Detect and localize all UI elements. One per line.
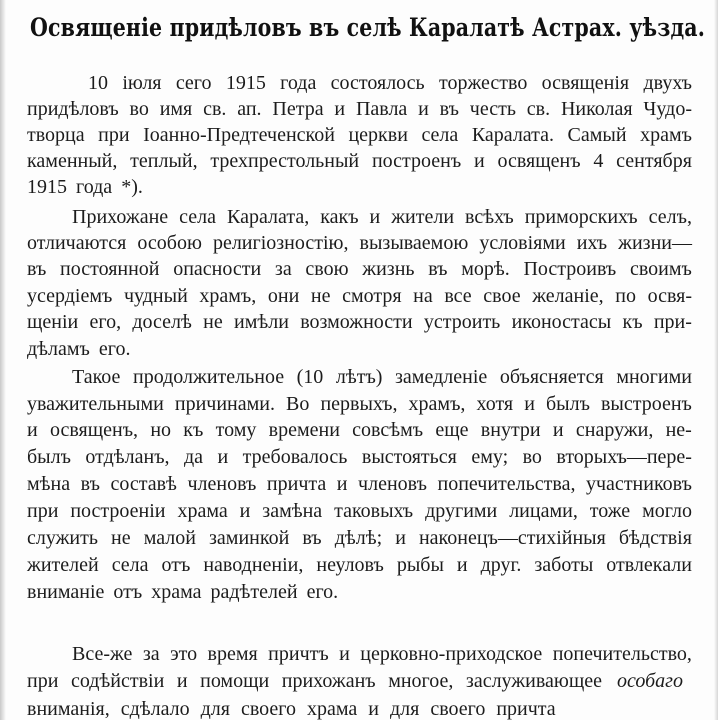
word: Самый bbox=[567, 124, 627, 146]
text-line bbox=[27, 392, 692, 416]
word: наконецъ—стихійныя bbox=[418, 527, 606, 549]
word: въ bbox=[27, 258, 47, 280]
word: имѣли bbox=[234, 311, 289, 333]
word: трехпрестольный bbox=[210, 150, 360, 172]
word: іюля bbox=[122, 72, 162, 94]
word: (10 bbox=[296, 366, 324, 388]
word: могло bbox=[642, 500, 692, 522]
word: года bbox=[76, 176, 113, 198]
word: заминкой bbox=[209, 527, 290, 549]
word: усердіемъ bbox=[27, 285, 113, 307]
text-line bbox=[27, 580, 427, 604]
word: неуловъ bbox=[316, 554, 384, 576]
word: и bbox=[217, 446, 229, 468]
word: теплый, bbox=[130, 150, 198, 172]
word: время bbox=[207, 643, 258, 665]
word: ему; bbox=[471, 446, 509, 468]
word: и bbox=[334, 98, 346, 120]
word: приморскихъ bbox=[524, 206, 638, 228]
word: тому bbox=[215, 419, 257, 441]
word: его. bbox=[306, 581, 339, 603]
word: придѣловъ bbox=[27, 98, 119, 120]
word: отъ bbox=[113, 581, 143, 603]
word: и bbox=[339, 643, 350, 665]
word: радѣтелей bbox=[210, 581, 298, 603]
word: своимъ bbox=[630, 258, 692, 280]
word: причинами. bbox=[174, 393, 275, 415]
word: бѣдствія bbox=[618, 527, 692, 549]
word: св. bbox=[203, 98, 227, 120]
word: содѣйствіи bbox=[70, 670, 165, 692]
word: постоянной bbox=[60, 258, 160, 280]
word: мѣна bbox=[27, 473, 71, 495]
word: жители bbox=[391, 206, 455, 228]
word: многими bbox=[616, 366, 692, 388]
text-line bbox=[72, 205, 692, 229]
word: отличаются bbox=[27, 232, 127, 254]
word: храмъ, bbox=[408, 393, 466, 415]
word: и bbox=[239, 500, 251, 522]
word: помощи bbox=[200, 670, 270, 692]
word: свое bbox=[483, 285, 521, 307]
word: но bbox=[150, 419, 172, 441]
word: и bbox=[418, 98, 429, 120]
word: не bbox=[310, 285, 331, 307]
word: св. bbox=[526, 98, 551, 120]
emphasis-text: особаго bbox=[617, 670, 683, 692]
text-line-segment bbox=[27, 669, 602, 693]
word: не bbox=[203, 311, 223, 333]
word: устроить bbox=[423, 311, 501, 333]
text-line bbox=[27, 445, 692, 469]
word: дѣламъ bbox=[27, 338, 90, 360]
text-line bbox=[27, 553, 692, 577]
word: за bbox=[142, 643, 160, 665]
word: и bbox=[456, 554, 468, 576]
word: при- bbox=[653, 311, 692, 333]
word: наводненіи, bbox=[203, 554, 304, 576]
word: при bbox=[27, 500, 59, 522]
word: замѣна bbox=[262, 500, 323, 522]
word: и bbox=[176, 670, 188, 692]
word: тоже bbox=[589, 500, 631, 522]
word: жизни— bbox=[618, 232, 692, 254]
word: сего bbox=[175, 72, 212, 94]
word: служить bbox=[27, 527, 98, 549]
word: Николая bbox=[560, 98, 633, 120]
word: въ bbox=[428, 258, 448, 280]
word: лицами, bbox=[509, 500, 578, 522]
word: Чудо- bbox=[643, 98, 692, 120]
word: по bbox=[615, 285, 636, 307]
word: другими bbox=[425, 500, 498, 522]
word: смотря bbox=[342, 285, 402, 307]
word: продолжительное bbox=[132, 366, 285, 388]
word: малой bbox=[143, 527, 196, 549]
word: чудный bbox=[123, 285, 188, 307]
word: его. bbox=[98, 338, 131, 360]
word: имя bbox=[159, 98, 193, 120]
word: заслуживающее bbox=[465, 670, 602, 692]
word: во bbox=[129, 98, 149, 120]
text-line bbox=[27, 310, 692, 334]
word: жизнь bbox=[362, 258, 415, 280]
word: Во bbox=[286, 393, 310, 415]
word: освященъ bbox=[497, 150, 581, 172]
word: и bbox=[336, 473, 348, 495]
word: условіями bbox=[479, 232, 566, 254]
word: и bbox=[369, 206, 381, 228]
text-line bbox=[27, 472, 692, 496]
text-line bbox=[27, 337, 327, 361]
word: возможности bbox=[300, 311, 413, 333]
word: Прихожане bbox=[72, 206, 169, 228]
word: при bbox=[27, 670, 59, 692]
text-line bbox=[88, 71, 692, 95]
word: свою bbox=[305, 258, 349, 280]
word: храма bbox=[177, 500, 228, 522]
word: и bbox=[473, 150, 485, 172]
text-line bbox=[72, 642, 692, 666]
word: вниманіе bbox=[27, 581, 105, 603]
word: прихожанъ bbox=[281, 670, 376, 692]
text-line bbox=[27, 123, 692, 147]
word: Іоанно-Предтеченской bbox=[143, 124, 335, 146]
word: не bbox=[111, 527, 131, 549]
text-line bbox=[27, 149, 692, 173]
word: къ bbox=[622, 311, 643, 333]
text-line bbox=[27, 418, 692, 442]
word: села bbox=[421, 124, 459, 146]
word: церкви bbox=[348, 124, 408, 146]
word: за bbox=[274, 258, 292, 280]
word: причта bbox=[266, 473, 327, 495]
text-line bbox=[27, 97, 692, 121]
word: былъ bbox=[545, 393, 590, 415]
word: причтъ bbox=[268, 643, 329, 665]
text-line bbox=[27, 257, 692, 281]
word: попечительство, bbox=[552, 643, 692, 665]
text-line bbox=[27, 175, 327, 199]
word: отъ bbox=[161, 554, 191, 576]
word: опасности bbox=[173, 258, 262, 280]
word: селъ, bbox=[648, 206, 692, 228]
word: хотя bbox=[476, 393, 514, 415]
word: выстроенъ bbox=[600, 393, 692, 415]
word: иконостасы bbox=[511, 311, 612, 333]
text-line bbox=[27, 526, 692, 550]
word: и bbox=[395, 527, 406, 549]
word: жителей bbox=[27, 554, 99, 576]
word: при bbox=[98, 124, 130, 146]
word: многое, bbox=[388, 670, 454, 692]
word: дѣлѣ; bbox=[334, 527, 383, 549]
word: къ bbox=[183, 419, 204, 441]
word: первыхъ, bbox=[320, 393, 398, 415]
word: ихъ bbox=[576, 232, 608, 254]
word: Павла bbox=[355, 98, 408, 120]
word: замедленіе bbox=[395, 366, 488, 388]
word: 1915 bbox=[225, 72, 266, 94]
word: внутри bbox=[480, 419, 541, 441]
word: состоялось bbox=[330, 72, 425, 94]
word: двухъ bbox=[643, 72, 692, 94]
word: построенъ bbox=[371, 150, 462, 172]
word: доселѣ bbox=[132, 311, 192, 333]
word: года bbox=[280, 72, 317, 94]
word: времени bbox=[268, 419, 340, 441]
word: выстояться bbox=[361, 446, 457, 468]
word: не- bbox=[665, 419, 692, 441]
word: освященія bbox=[541, 72, 630, 94]
word: лѣтъ) bbox=[335, 366, 383, 388]
word: морѣ. bbox=[461, 258, 510, 280]
word: Все-же bbox=[72, 643, 133, 665]
word: храмъ bbox=[640, 124, 692, 146]
word: торжество bbox=[438, 72, 528, 94]
word: 1915 bbox=[27, 176, 67, 198]
text-line bbox=[27, 499, 692, 523]
word: Построивъ bbox=[523, 258, 617, 280]
word: религіозностію, bbox=[212, 232, 349, 254]
word: освя- bbox=[647, 285, 692, 307]
word: построеніи bbox=[70, 500, 166, 522]
page-edge-shadow-right bbox=[714, 0, 718, 720]
word: села bbox=[179, 206, 217, 228]
article-title: Освященіе придѣловъ въ селѣ Каралатѣ Астрах. уѣзда. bbox=[30, 13, 706, 42]
word: села bbox=[111, 554, 149, 576]
word: 4 bbox=[593, 150, 604, 172]
word: вторыхъ—пере- bbox=[556, 446, 692, 468]
word: на bbox=[413, 285, 433, 307]
word: заботы bbox=[534, 554, 594, 576]
word: Каралата. bbox=[471, 124, 555, 146]
word: какъ bbox=[320, 206, 359, 228]
page-edge-shadow-left bbox=[0, 0, 6, 720]
word: и bbox=[524, 393, 535, 415]
word: отвлекали bbox=[606, 554, 692, 576]
word: таковыхъ bbox=[334, 500, 414, 522]
word: еще bbox=[435, 419, 469, 441]
word: Петра bbox=[272, 98, 324, 120]
word: каменный, bbox=[27, 150, 118, 172]
text-line bbox=[27, 231, 692, 255]
word: и bbox=[552, 419, 564, 441]
word: попечительства, bbox=[437, 473, 576, 495]
text-line bbox=[72, 365, 692, 389]
word: да bbox=[184, 446, 204, 468]
word: церковно-приходское bbox=[360, 643, 543, 665]
word: творца bbox=[27, 124, 85, 146]
word: особою bbox=[137, 232, 202, 254]
word: и bbox=[27, 419, 38, 441]
word: храма bbox=[151, 581, 202, 603]
word: 10 bbox=[88, 72, 108, 94]
word: рыбы bbox=[396, 554, 444, 576]
word: составѣ bbox=[110, 473, 177, 495]
word: участниковъ bbox=[586, 473, 692, 495]
word: его, bbox=[89, 311, 122, 333]
word: освященъ, bbox=[49, 419, 139, 441]
word: членовъ bbox=[358, 473, 427, 495]
word: храмъ, bbox=[199, 285, 257, 307]
word: они bbox=[267, 285, 300, 307]
text-line bbox=[27, 284, 692, 308]
text-line-cropped: вниманія, сдѣлало для своего храма и для своего причта bbox=[27, 698, 556, 720]
word: въ bbox=[302, 527, 322, 549]
word: членовъ bbox=[187, 473, 257, 495]
word: совсѣмъ bbox=[352, 419, 424, 441]
word: Такое bbox=[72, 366, 121, 388]
word: требовалось bbox=[242, 446, 348, 468]
word: все bbox=[444, 285, 472, 307]
word: снаружи, bbox=[575, 419, 654, 441]
word: вызываемою bbox=[359, 232, 469, 254]
word: всѣхъ bbox=[465, 206, 514, 228]
text-line-with-emphasis bbox=[27, 669, 692, 693]
word: друг. bbox=[480, 554, 522, 576]
word: уважительными bbox=[27, 393, 164, 415]
word: былъ bbox=[27, 446, 71, 468]
word: въ bbox=[80, 473, 100, 495]
word: *). bbox=[121, 176, 143, 198]
word: желаніе, bbox=[532, 285, 604, 307]
word: честь bbox=[469, 98, 516, 120]
word: отдѣланъ, bbox=[85, 446, 170, 468]
word: объясняется bbox=[499, 366, 604, 388]
word: сентября bbox=[616, 150, 692, 172]
word: это bbox=[170, 643, 198, 665]
word: Каралата, bbox=[227, 206, 310, 228]
word: ап. bbox=[237, 98, 262, 120]
word: во bbox=[522, 446, 542, 468]
word: въ bbox=[439, 98, 459, 120]
word: щеніи bbox=[27, 311, 79, 333]
